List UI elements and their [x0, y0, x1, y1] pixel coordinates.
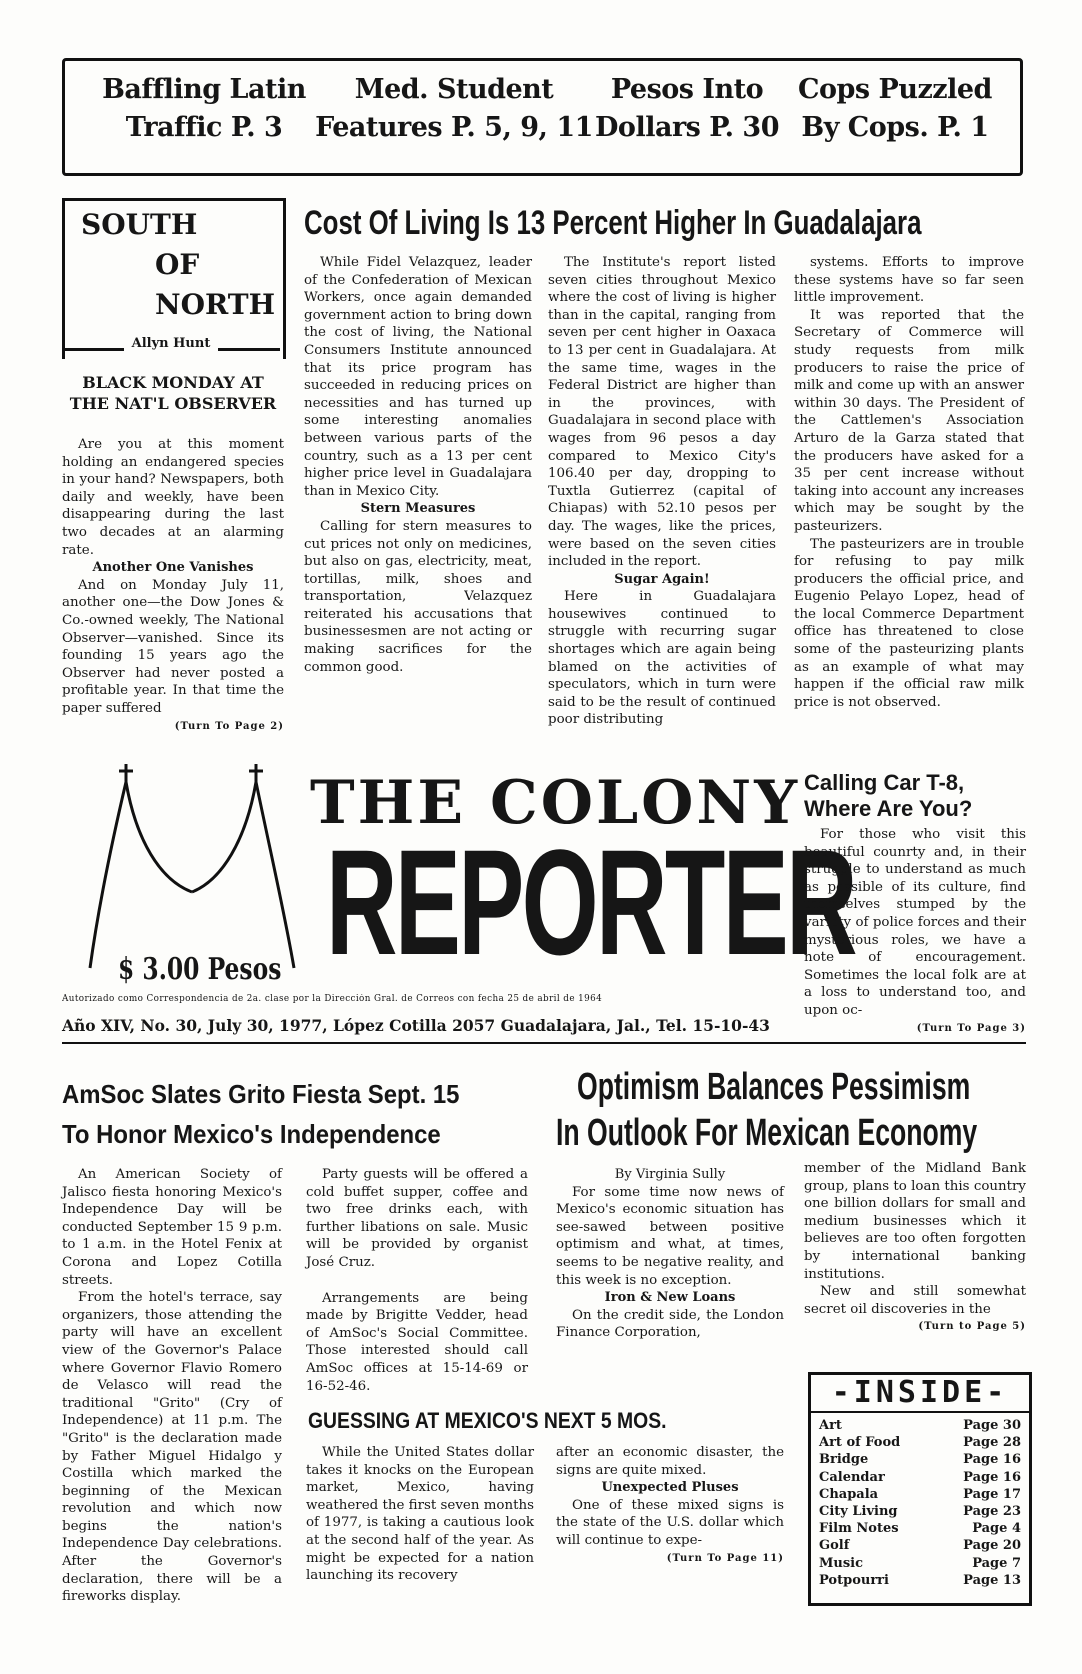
lead-column-1 [304, 254, 532, 676]
lead-paragraph: Calling for stern measures to cut prices not only on medicines, but also on gas, electricity, meat, tortillas, milk, shoes and transportation, Velazquez reiterated his accusations that businessesmen are not acting or making sacrifices for the common good. [304, 518, 532, 675]
amsoc-paragraph: An American Society of Jalisco fiesta honoring Mexico's Independence Day will be conducted September 15 9 p.m. to 1 a.m. in the Hotel Fenix at Corona and Lopez Cotilla streets. [62, 1167, 282, 1288]
guessing-column-1 [306, 1444, 534, 1585]
dateline: Año XIV, No. 30, July 30, 1977, López Cotilla 2057 Guadalajara, Jal., Tel. 15-10-43 [62, 1016, 770, 1035]
masthead-title-line2: REPORTER [326, 818, 855, 986]
column-title-south: SOUTH [81, 208, 198, 241]
lead-subhead: Sugar Again! [614, 571, 710, 587]
lead-paragraph: Here in Guadalajara housewives continued to struggle with recurring sugar shortages which are again being blamed on the activities of speculators, which in turn were said to be the result of continued poor distributing [548, 589, 776, 728]
lead-headline: Cost Of Living Is 13 Percent Higher In Guadalajara [304, 204, 922, 242]
guessing-headline: GUESSING AT MEXICO'S NEXT 5 MOS. [308, 1408, 667, 1433]
teaser-banner [62, 58, 1023, 176]
index-item-music[interactable]: Music Page 7 [819, 1555, 1021, 1571]
lead-column-2 [548, 254, 776, 729]
column-rule-right [218, 348, 280, 351]
lead-paragraph: It was reported that the Secretary of Commerce will study requests from milk producers to raise the price of milk and come up with an answer within 30 days. The President of the Cattlemen's Association Arturo de la Garza stated that the producers have asked for a 35 per cent increase without taking into account any increases which may be sought by the pasteurizers. [794, 307, 1024, 534]
guessing-paragraph: One of these mixed signs is the state of the U.S. dollar which will continue to expe- [556, 1497, 784, 1548]
column-title-of: OF [155, 248, 200, 281]
inside-title: -INSIDE- [811, 1375, 1029, 1413]
guessing-subhead: Unexpected Pluses [601, 1480, 739, 1496]
lead-paragraph: The Institute's report listed seven cities throughout Mexico where the cost of living is higher than in the capital, ranging from seven per cent higher in Oaxaca to 13 per cent in Guadalajara. At the same time, wages in the Federal District are higher than in the provinces, with Guadalajara in second place with wages from 96 pesos a day compared to Mexico City's 106.40 per day, dropping to Tuxtla Gutierrez (capital of Chiapas) with 52.10 pesos per day. The wages, like the prices, were based on the seven cities included in the report. [548, 255, 776, 570]
guessing-jump[interactable]: (Turn To Page 11) [666, 1552, 784, 1564]
index-item-potpourri[interactable]: Potpourri Page 13 [819, 1572, 1021, 1588]
amsoc-column-2 [306, 1166, 528, 1395]
optimism-paragraph: On the credit side, the London Finance Corporation, [556, 1307, 784, 1341]
column-paragraph: Are you at this moment holding an endangered species in your hand? Newspapers, both daily and weekly, have been disappearing during the last two decades at an alarming rate. [62, 437, 284, 558]
guessing-paragraph: While the United States dollar takes it knocks on the European market, Mexico, having weathered the first seven months of 1977, is taking a cautious look at the second half of the year. As might be expected for a nation launching its recovery [306, 1445, 534, 1584]
column-headline: BLACK MONDAY AT THE NAT'L OBSERVER [69, 373, 277, 413]
index-item-golf[interactable]: Golf Page 20 [819, 1538, 1021, 1554]
lead-paragraph: systems. Efforts to improve these systems have so far seen little improvement. [794, 255, 1024, 306]
column-body [62, 436, 284, 735]
lead-column-3 [794, 254, 1024, 711]
calling-body [804, 826, 1026, 1037]
teaser-med-student[interactable]: Med. Student Features P. 5, 9, 11 [315, 74, 593, 143]
optimism-paragraph: For some time now news of Mexico's economic situation has see-sawed between positive optimism and what, at times, seems to be negative reality, and this week is no exception. [556, 1184, 784, 1288]
teaser-cops-puzzled[interactable]: Cops Puzzled By Cops. P. 1 [798, 74, 992, 143]
index-item-film-notes[interactable]: Film Notes Page 4 [819, 1521, 1021, 1537]
masthead-title-line1: THE COLONY [310, 768, 801, 838]
calling-paragraph: For those who visit this beautiful counrty and, in their struggle to understand as much as possible of its culture, find themselves stumped by the variety of police forces and their mysterious roles, we have a note of encouragement. Sometimes the local folk are at a loss to understand too, and upon oc- [804, 827, 1026, 1018]
optimism-headline: Optimism Balances Pessimism In Outlook For Mexican Economy [556, 1066, 978, 1154]
masthead-rule [62, 1042, 1026, 1044]
amsoc-paragraph: From the hotel's terrace, say organizers, those attending the party will have an excellent view of the Governor's Palace where Governor Flavio Romero de Velasco will read the traditional "Grito" (Cry of Independence) at 11 p.m. The "Grito" is the declaration made by Father Miguel Hidalgo y Costilla which marked the beginning of the Mexican revolution and which now begins the nation's Independence Day celebrations. After the Governor's declaration, there will be a fireworks display. [62, 1290, 282, 1605]
column-author: Allyn Hunt [131, 336, 211, 351]
column-paragraph: And on Monday July 11, another one—the Dow Jones & Co.-owned weekly, The National Observer—vanished. Since its founding 15 years ago the Observer had never posted a profitable year. In that time the paper suffered [62, 577, 284, 716]
teaser-latin-traffic[interactable]: Baffling Latin Traffic P. 3 [102, 74, 306, 143]
optimism-column-2 [804, 1160, 1026, 1336]
calling-headline: Calling Car T-8, Where Are You? [804, 770, 973, 821]
price-label: $ 3.00 Pesos [118, 952, 282, 987]
index-item-bridge[interactable]: Bridge Page 16 [819, 1452, 1021, 1468]
calling-jump[interactable]: (Turn To Page 3) [916, 1022, 1026, 1034]
optimism-column-1 [556, 1166, 784, 1342]
guessing-column-2 [556, 1444, 784, 1567]
lead-paragraph: While Fidel Velazquez, leader of the Confederation of Mexican Workers, once again demanded government action to bring down the cost of living, the National Consumers Institute announced that its price program has succeeded in reducing prices on necessities and has turned up some interesting anomalies between various parts of the country, such as a 13 per cent higher price level in Guadalajara than in Mexico City. [304, 255, 532, 499]
optimism-paragraph: New and still somewhat secret oil discoveries in the [804, 1284, 1026, 1317]
optimism-byline: By Virginia Sully [614, 1167, 726, 1182]
inside-index [808, 1372, 1032, 1606]
optimism-paragraph: member of the Midland Bank group, plans to loan this country one billion dollars for small and medium businesses which it believes are too often forgotten by international banking institutions. [804, 1161, 1026, 1282]
guessing-paragraph: after an economic disaster, the signs are quite mixed. [556, 1445, 784, 1478]
index-item-city-living[interactable]: City Living Page 23 [819, 1504, 1021, 1520]
amsoc-paragraph: Party guests will be offered a cold buffet supper, coffee and two free drinks each, with further libations on sale. Music will be provided by organist José Cruz. [306, 1167, 528, 1270]
teaser-pesos-dollars[interactable]: Pesos Into Dollars P. 30 [595, 74, 779, 143]
optimism-jump[interactable]: (Turn to Page 5) [918, 1321, 1026, 1333]
index-item-art[interactable]: Art Page 30 [819, 1418, 1021, 1433]
column-jump[interactable]: (Turn To Page 2) [174, 720, 284, 732]
optimism-subhead: Iron & New Loans [604, 1290, 736, 1306]
lead-paragraph: The pasteurizers are in trouble for refusing to pay milk producers the official price, and Eugenio Pelayo Lopez, head of the local Commerce Department office has threatened to close some of the pasteurizing plants as an example of what may happen if the official raw milk price is not observed. [794, 536, 1024, 710]
lead-subhead: Stern Measures [360, 501, 476, 517]
column-logo-box [62, 198, 286, 359]
amsoc-headline: AmSoc Slates Grito Fiesta Sept. 15 To Honor Mexico's Independence [62, 1079, 460, 1149]
column-subhead: Another One Vanishes [92, 560, 254, 576]
postal-authorization: Autorizado como Correspondencia de 2a. clase por la Dirección Gral. de Correos con fecha 25 de abril de 1964 [62, 994, 603, 1004]
amsoc-column-1 [62, 1166, 282, 1606]
column-rule-left [62, 348, 124, 351]
index-item-calendar[interactable]: Calendar Page 16 [819, 1469, 1021, 1485]
index-item-chapala[interactable]: Chapala Page 17 [819, 1486, 1021, 1502]
index-item-art-of-food[interactable]: Art of Food Page 28 [819, 1435, 1021, 1451]
amsoc-paragraph: Arrangements are being made by Brigitte Vedder, head of AmSoc's Social Committee. Those interested should call AmSoc offices at 15-14-69 or 16-52-46. [306, 1290, 528, 1394]
column-title-north: NORTH [155, 288, 276, 321]
